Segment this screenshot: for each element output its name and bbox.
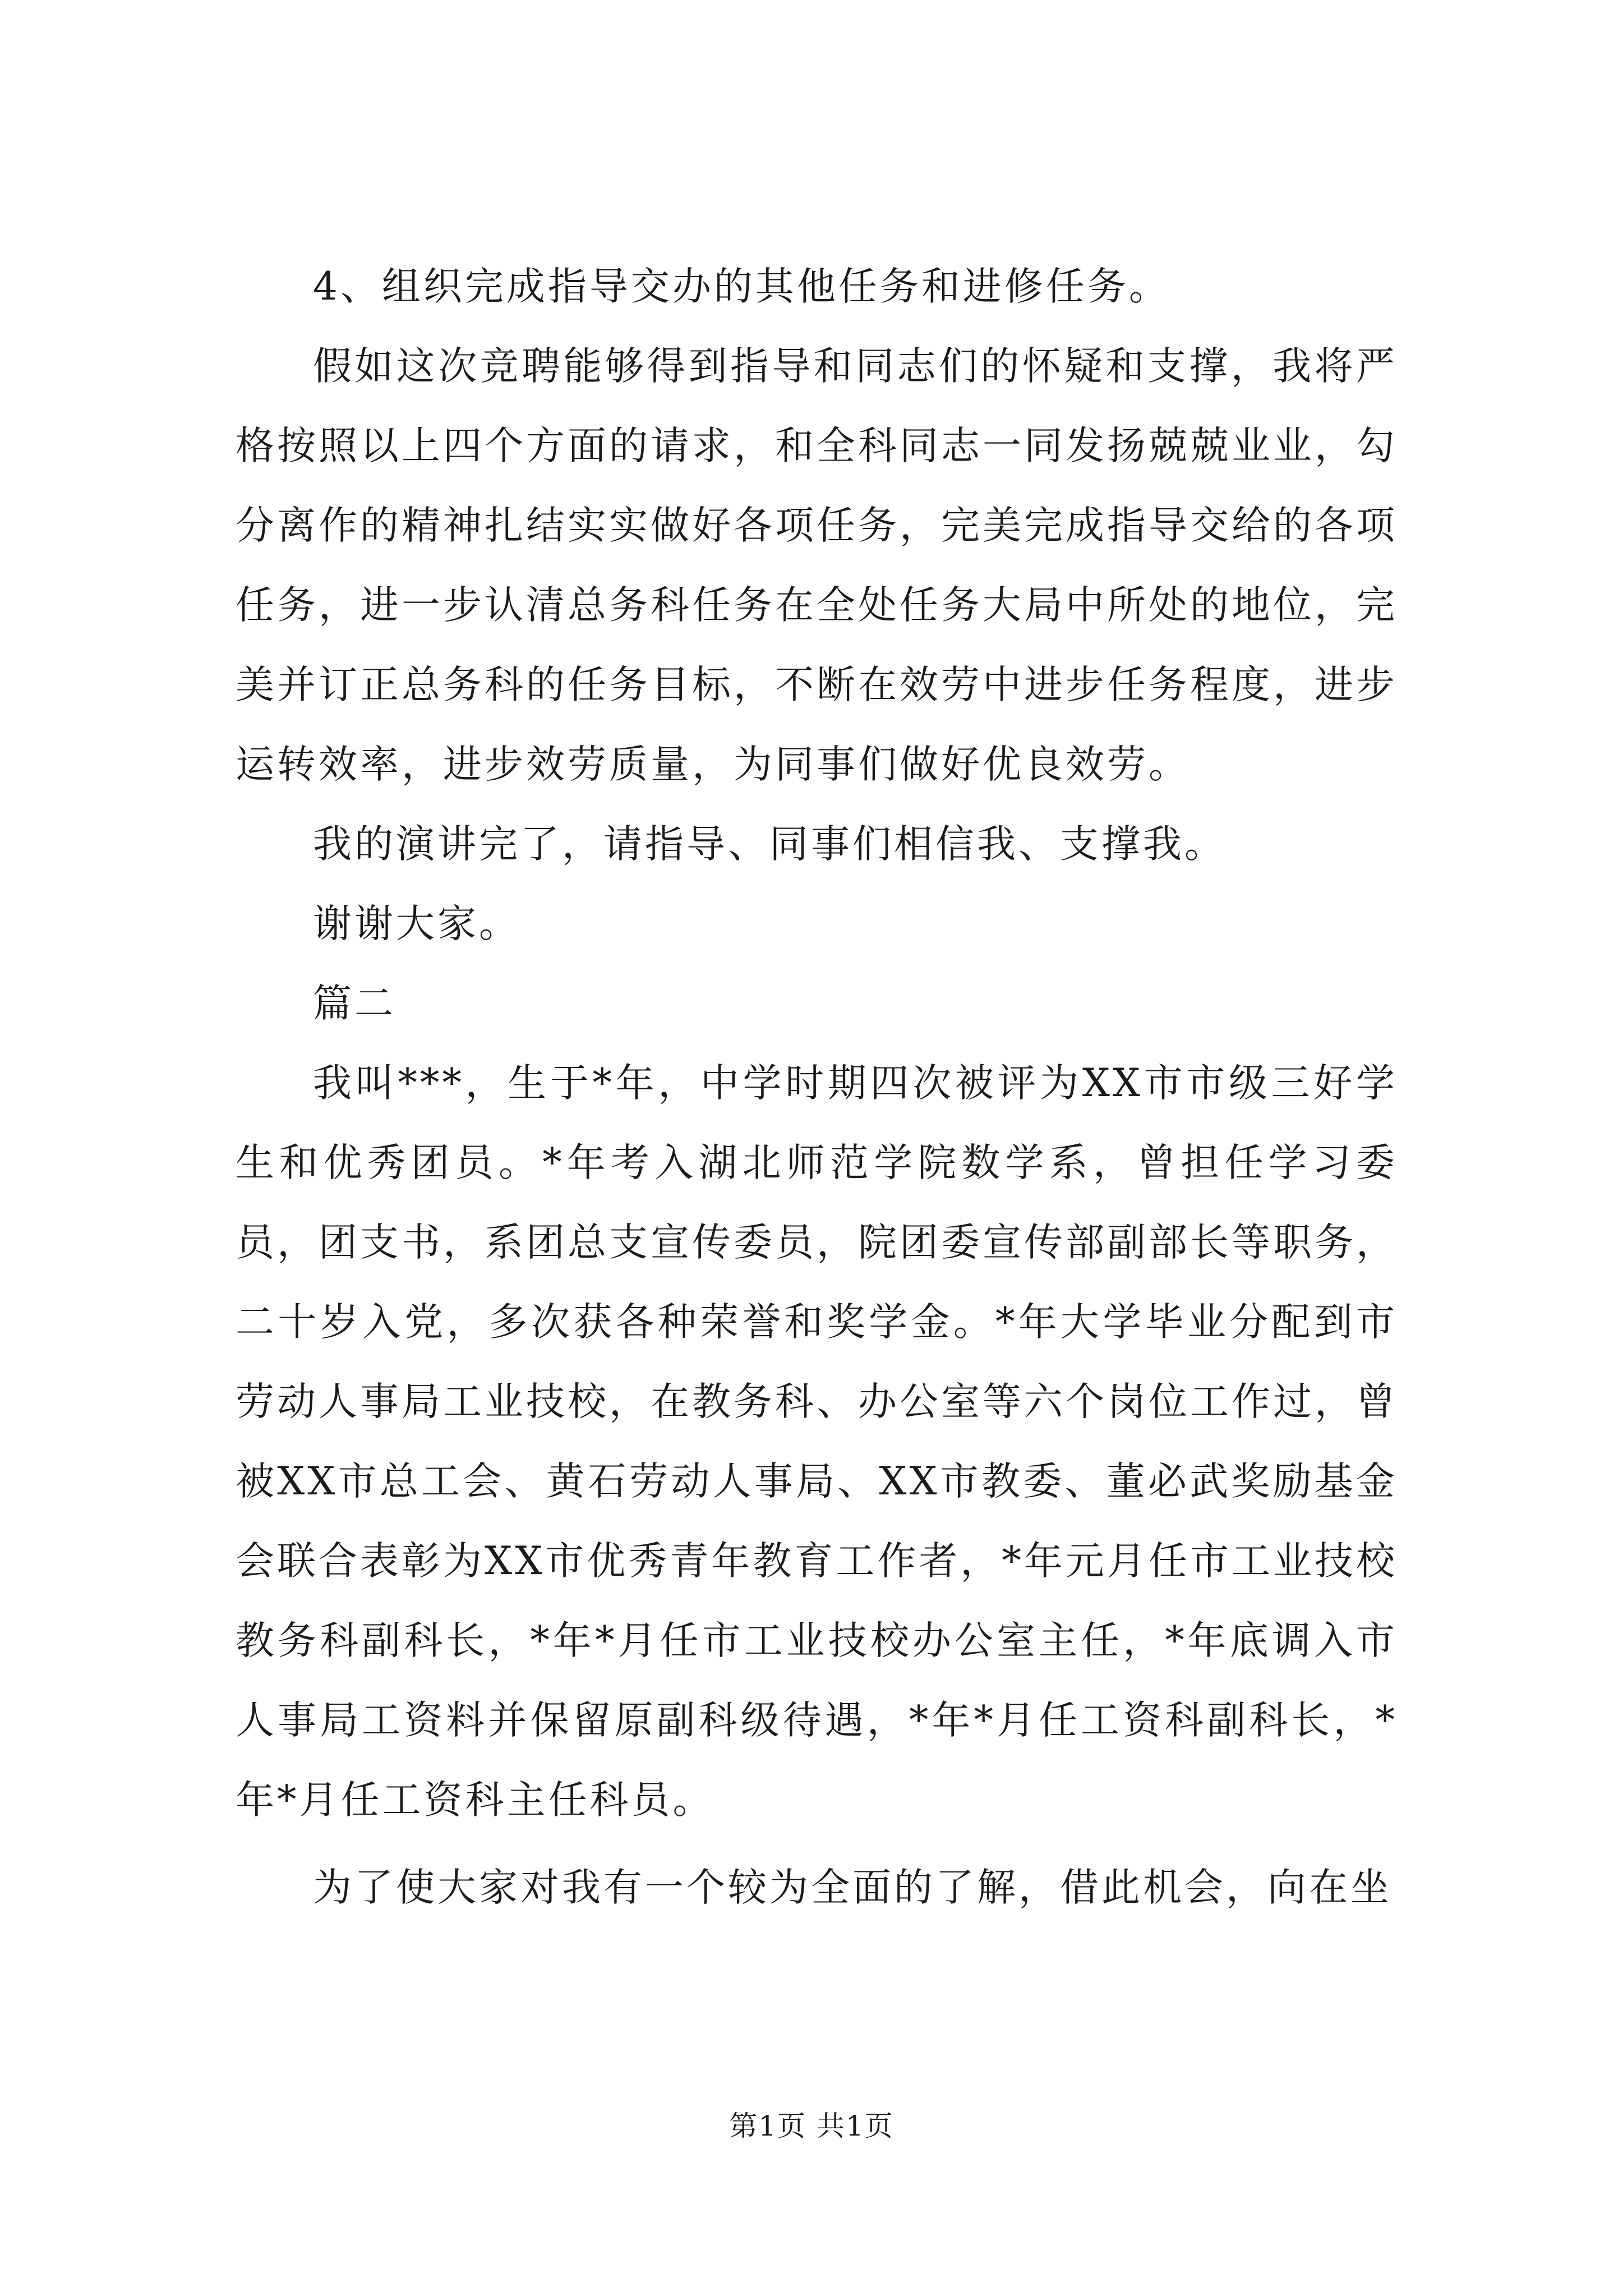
paragraph-introduction: 为了使大家对我有一个较为全面的了解，借此机会，向在坐 (313, 1865, 1392, 1910)
paragraph-biography: 我叫***，生于*年，中学时期四次被评为XX市市级三好学生和优秀团员。*年考入湖北师范学院数学系，曾担任学习委员，团支书，系团总支宣传委员，院团委宣传部副部长等职务，二十岁入党，多次获各种荣誉和奖学金。*年大学毕业分配到市劳动人事局工业技校，在教务科、办公室等六个岗位工作过，曾被XX市总工会、黄石劳动人事局、XX市教委、董必武奖励基金会联合表彰为XX市优秀青年教育工作者，*年元月任市工业技校教务科副科长，*年*月任市工业技校办公室主任，*年底调入市人事局工资料并保留原副科级待遇，*年*月任工资科副科长，*年*月任工资科主任科员。 (236, 1061, 1398, 1823)
paragraph-thanks: 谢谢大家。 (313, 901, 520, 946)
document-body (236, 247, 1398, 1927)
paragraph-closing: 我的演讲完了，请指导、同事们相信我、支撑我。 (313, 822, 1226, 867)
page-footer: 第1页 共1页 (729, 2110, 894, 2142)
paragraph-commitment: 假如这次竞聘能够得到指导和同志们的怀疑和支撑，我将严格按照以上四个方面的请求，和全科同志一同发扬兢兢业业，勾分离作的精神扎结实实做好各项任务，完美完成指导交给的各项任务，进一步认清总务科任务在全处任务大局中所处的地位，完美并订正总务科的任务目标，不断在效劳中进步任务程度，进步运转效率，进步效劳质量，为同事们做好优良效劳。 (236, 344, 1398, 787)
paragraph-task-item-4: 4、组织完成指导交办的其他任务和进修任务。 (313, 264, 1170, 309)
section-heading-part-two: 篇二 (313, 981, 396, 1026)
